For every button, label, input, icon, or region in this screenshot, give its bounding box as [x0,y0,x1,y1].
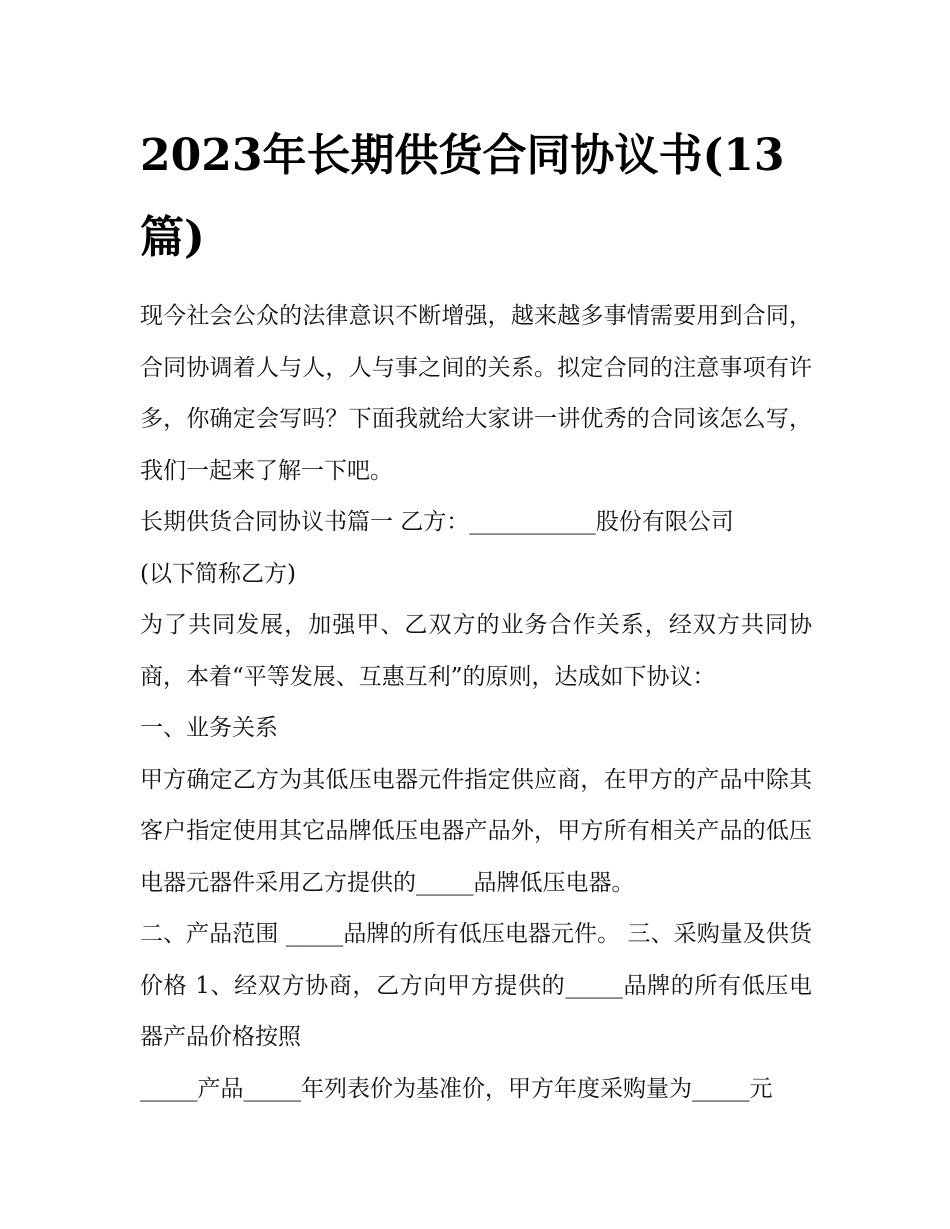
document-title: 2023年长期供货合同协议书(13篇) [140,130,785,263]
preamble-paragraph: 为了共同发展，加强甲、乙双方的业务合作关系，经双方共同协商，本着“平等发展、互惠互利”的原则，达成如下协议： [140,612,812,690]
section-heading-business-relation: 一、业务关系 [140,715,278,741]
contract-party-line: 长期供货合同协议书篇一 乙方：___________股份有限公司 [140,509,734,535]
product-scope-paragraph: 二、产品范围 _____品牌的所有低压电器元件。 三、采购量及供货价格 1、经双方协商，乙方向甲方提供的_____品牌的所有低压电器产品价格按照 [140,921,812,1050]
business-relation-paragraph: 甲方确定乙方为其低压电器元件指定供应商，在甲方的产品中除其客户指定使用其它品牌低压电器产品外，甲方所有相关产品的低压电器元器件采用乙方提供的_____品牌低压电器。 [140,766,812,896]
abbreviation-note: (以下简称乙方) [140,560,296,587]
document-page [140,115,812,1115]
intro-paragraph: 现今社会公众的法律意识不断增强，越来越多事情需要用到合同，合同协调着人与人，人与事之间的关系。拟定合同的注意事项有许多，你确定会写吗？下面我就给大家讲一讲优秀的合同该怎么写，我们一起来了解一下吧。 [140,303,812,484]
pricing-paragraph: _____产品_____年列表价为基准价，甲方年度采购量为_____元 [140,1075,773,1102]
document-body [140,291,812,1115]
